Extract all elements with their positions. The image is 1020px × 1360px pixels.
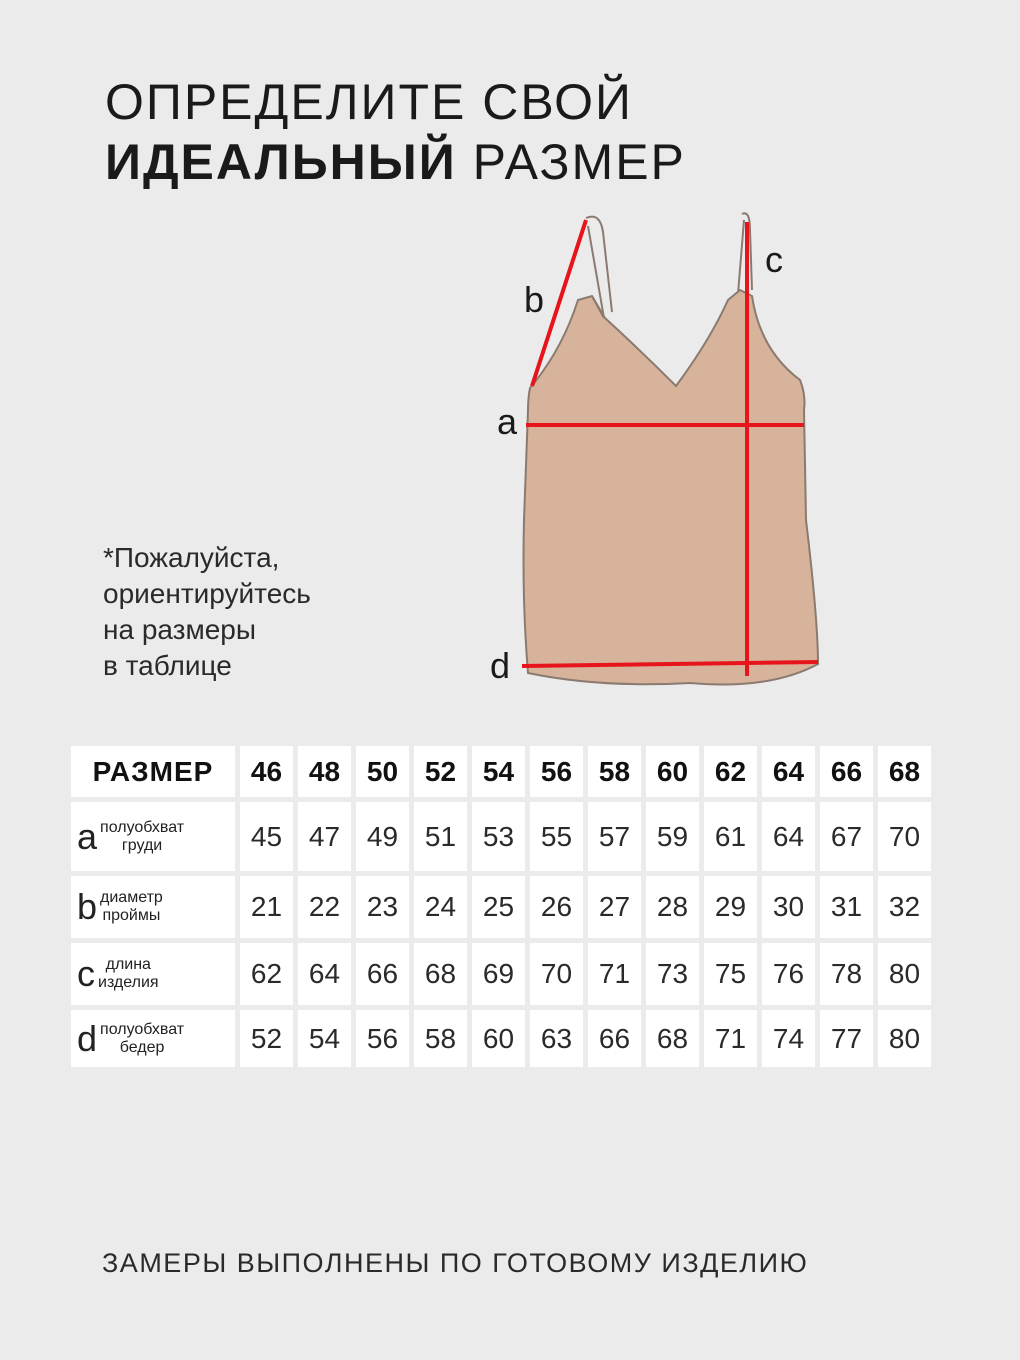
measurement-row-c: [71, 943, 931, 1005]
note-line: в таблице: [103, 650, 232, 681]
measurement-description-line: полуобхват: [100, 818, 185, 836]
size-header-cell: 60: [646, 746, 699, 797]
measurement-value-cell: 22: [298, 876, 351, 938]
measurement-value-cell: 45: [240, 802, 293, 871]
measurement-value-cell: 80: [878, 1010, 931, 1067]
measurement-value-cell: 28: [646, 876, 699, 938]
measurement-value-cell: 29: [704, 876, 757, 938]
measurement-value-cell: 26: [530, 876, 583, 938]
measurement-value-cell: 66: [588, 1010, 641, 1067]
measurement-value-cell: 23: [356, 876, 409, 938]
measurement-value-cell: 67: [820, 802, 873, 871]
measurement-value-cell: 60: [472, 1010, 525, 1067]
right-strap-inner: [738, 220, 744, 294]
measurement-value-cell: 71: [588, 943, 641, 1005]
measurement-row-label: [71, 1010, 235, 1067]
size-header-cell: 64: [762, 746, 815, 797]
measurement-letter: b: [77, 886, 98, 927]
size-header-cell: 58: [588, 746, 641, 797]
measurement-description-line: изделия: [98, 974, 159, 991]
measurement-value-cell: 73: [646, 943, 699, 1005]
measurement-value-cell: 21: [240, 876, 293, 938]
measurement-letter: a: [77, 815, 98, 857]
measurement-row-a: [71, 802, 931, 871]
measurement-row-b: [71, 876, 931, 938]
measurement-description-line: бедер: [119, 1038, 165, 1056]
size-header-cell: 68: [878, 746, 931, 797]
footer-note: ЗАМЕРЫ ВЫПОЛНЕНЫ ПО ГОТОВОМУ ИЗДЕЛИЮ: [102, 1248, 809, 1278]
size-header-cell: 46: [240, 746, 293, 797]
measurement-row-label: [71, 943, 235, 1005]
size-header-label: РАЗМЕР: [71, 746, 235, 797]
measurement-row-label: [71, 876, 235, 938]
measurement-value-cell: 76: [762, 943, 815, 1005]
title-line-1: ОПРЕДЕЛИТЕ СВОЙ: [105, 74, 633, 130]
size-header-cell: 50: [356, 746, 409, 797]
label-a: a: [497, 401, 518, 442]
note-line: на размеры: [103, 614, 257, 645]
label-b: b: [524, 279, 545, 320]
measurement-description-line: груди: [121, 836, 163, 854]
measurement-value-cell: 53: [472, 802, 525, 871]
measurement-value-cell: 27: [588, 876, 641, 938]
measurement-value-cell: 62: [240, 943, 293, 1005]
measurement-description: [100, 1021, 184, 1057]
measurement-value-cell: 71: [704, 1010, 757, 1067]
measurement-value-cell: 49: [356, 802, 409, 871]
measurement-value-cell: 68: [414, 943, 467, 1005]
measurement-letter: c: [77, 953, 95, 994]
measurement-description-line: длина: [105, 956, 151, 973]
measurement-value-cell: 70: [530, 943, 583, 1005]
measurement-value-cell: 69: [472, 943, 525, 1005]
measurement-value-cell: 64: [762, 802, 815, 871]
measurement-value-cell: 55: [530, 802, 583, 871]
measurement-value-cell: 61: [704, 802, 757, 871]
note-line: *Пожалуйста,: [103, 542, 280, 573]
title-bold-word: ИДЕАЛЬНЫЙ: [105, 134, 457, 190]
measurement-letter: d: [77, 1017, 98, 1059]
measurement-value-cell: 51: [414, 802, 467, 871]
size-header-cell: 48: [298, 746, 351, 797]
measurement-value-cell: 47: [298, 802, 351, 871]
size-table: [66, 741, 936, 1072]
measurement-description-line: полуобхват: [100, 1020, 185, 1038]
measurement-value-cell: 56: [356, 1010, 409, 1067]
measurement-description: [98, 956, 159, 992]
measurement-description-line: диаметр: [100, 889, 163, 906]
page-title: [105, 72, 686, 192]
measurement-value-cell: 59: [646, 802, 699, 871]
measurement-value-cell: 58: [414, 1010, 467, 1067]
size-header-row: [71, 746, 931, 797]
measurement-description-line: проймы: [102, 907, 161, 924]
measurement-value-cell: 30: [762, 876, 815, 938]
size-note: [103, 540, 311, 684]
size-header-cell: 54: [472, 746, 525, 797]
garment-body: [524, 290, 819, 684]
measurement-value-cell: 74: [762, 1010, 815, 1067]
measurement-value-cell: 25: [472, 876, 525, 938]
size-header-cell: 62: [704, 746, 757, 797]
note-line: ориентируйтесь: [103, 578, 311, 609]
camisole-diagram: [480, 200, 840, 700]
measurement-row-d: [71, 1010, 931, 1067]
size-header-cell: 52: [414, 746, 467, 797]
title-rest-word: РАЗМЕР: [472, 134, 686, 190]
measurement-value-cell: 66: [356, 943, 409, 1005]
label-c: c: [765, 239, 783, 280]
measurement-value-cell: 78: [820, 943, 873, 1005]
measurement-value-cell: 70: [878, 802, 931, 871]
measurement-value-cell: 75: [704, 943, 757, 1005]
measurement-value-cell: 32: [878, 876, 931, 938]
measurement-value-cell: 68: [646, 1010, 699, 1067]
measurement-description: [100, 889, 163, 925]
size-header-cell: 56: [530, 746, 583, 797]
title-line-2: [105, 132, 686, 192]
measurement-value-cell: 57: [588, 802, 641, 871]
size-header-cell: 66: [820, 746, 873, 797]
measurement-value-cell: 54: [298, 1010, 351, 1067]
measurement-value-cell: 63: [530, 1010, 583, 1067]
measurement-description: [100, 819, 184, 855]
measurement-row-label: [71, 802, 235, 871]
measurement-value-cell: 52: [240, 1010, 293, 1067]
measurement-value-cell: 77: [820, 1010, 873, 1067]
measurement-value-cell: 64: [298, 943, 351, 1005]
measurement-value-cell: 24: [414, 876, 467, 938]
measurement-value-cell: 31: [820, 876, 873, 938]
label-d: d: [490, 645, 511, 686]
measurement-value-cell: 80: [878, 943, 931, 1005]
